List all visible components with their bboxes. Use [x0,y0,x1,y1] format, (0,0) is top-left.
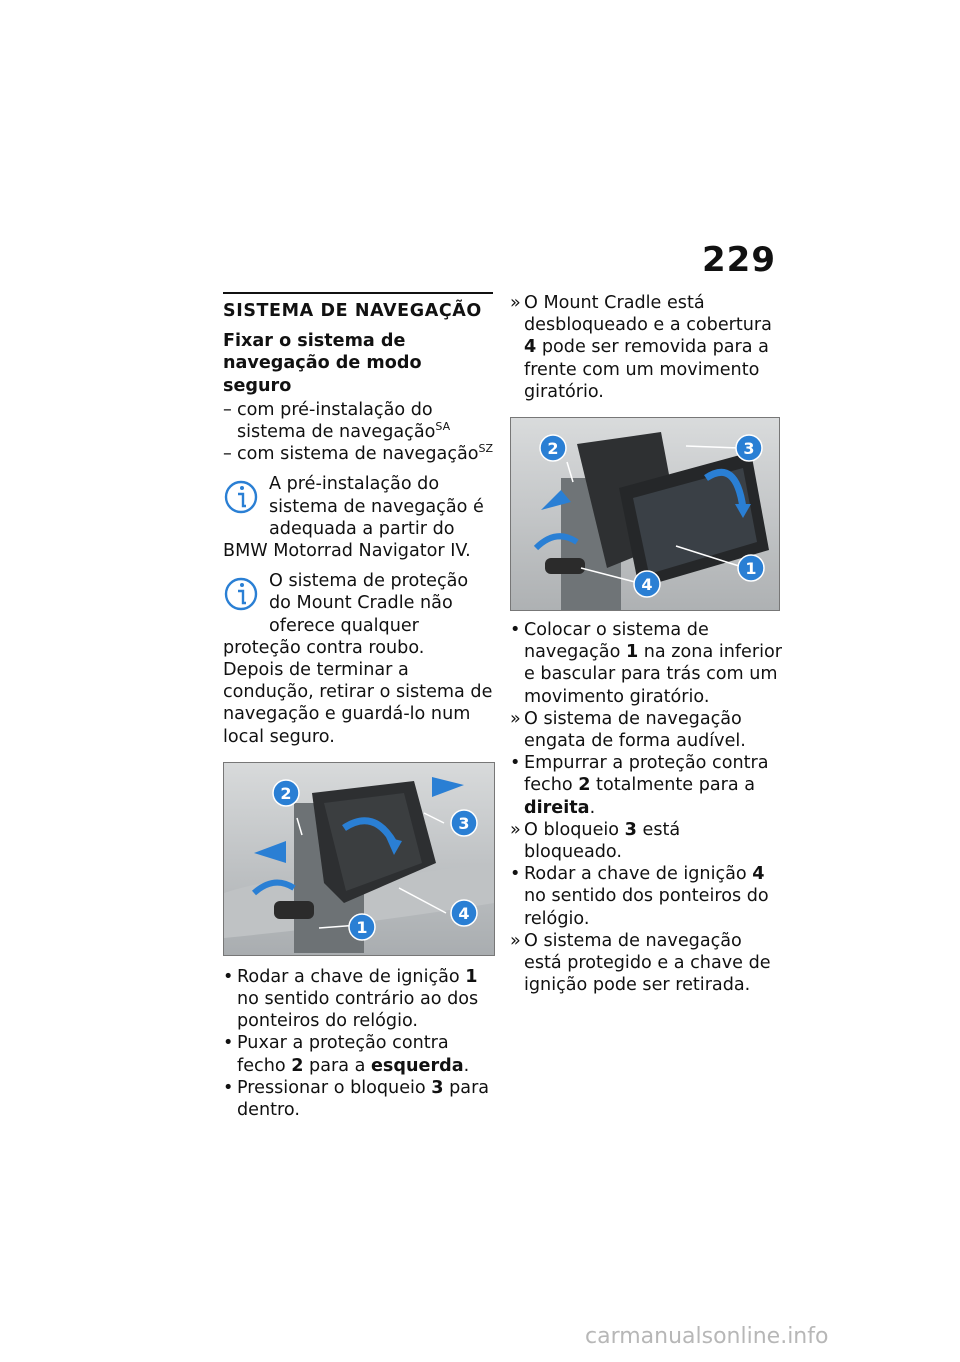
subtitle: Fixar o sistema de navegação de modo seguro [223,331,422,396]
callout-1 [349,914,375,940]
ignition-key [274,901,314,919]
note-preinstall [223,473,495,562]
callout-3 [736,435,762,461]
svg-text:4: 4 [458,903,470,923]
svg-text:1: 1 [356,917,368,937]
step-insert-navigator: • Colocar o sistema de navegação 1 na zona inferior e bascular para trás com um movimento giratório. [510,619,782,708]
page-number: 229 [702,240,776,280]
callout-3 [451,810,477,836]
result-audible-click: » O sistema de navegação engata de forma audível. [510,708,782,752]
svg-text:4: 4 [641,575,653,595]
result-cradle-unlocked: » O Mount Cradle está desbloqueado e a cobertura 4 pode ser removida para a frente com um movimento giratório. [510,292,782,403]
result-navigator-protected: » O sistema de navegação está protegido e a chave de ignição pode ser retirada. [510,930,782,997]
callout-2 [540,435,566,461]
callout-1 [738,555,764,581]
figure-insert-illustration [511,418,779,610]
note-text: O sistema de proteção do Mount Cradle não oferece qualquer proteção contra roubo. [223,571,469,658]
step-press-latch: • Pressionar o bloqueio 3 para dentro. [223,1077,495,1121]
note-text: A pré-instalação do sistema de navegação é adequada a partir do BMW Motorrad Navigator IV. [223,474,484,562]
result-latch-locked: » O bloqueio 3 está bloqueado. [510,819,782,863]
step-push-lock-right: • Empurrar a proteção contra fecho 2 totalmente para a direita. [510,752,782,819]
dash-item-navsystem [223,443,495,465]
callout-4 [634,571,660,597]
dash-item-text: com pré-instalação do sistema de navegação [237,399,436,443]
dash-item-text: com sistema de navegação [237,444,479,465]
svg-text:3: 3 [458,813,470,833]
option-code: SZ [478,442,494,456]
info-icon [223,572,263,616]
step-rotate-key-ccw: • Rodar a chave de ignição 1 no sentido contrário ao dos ponteiros do relógio. [223,966,495,1033]
option-code: SA [435,420,451,434]
callout-2 [273,780,299,806]
section-title: SISTEMA DE NAVEGAÇÃO [223,292,493,322]
info-icon [223,475,263,519]
note-theft [223,570,495,659]
ignition-key [545,558,585,574]
svg-text:2: 2 [547,439,559,459]
step-pull-lock-left: • Puxar a proteção contra fecho 2 para a esquerda. [223,1032,495,1076]
figure-insert-navigator [510,417,780,611]
svg-text:2: 2 [280,783,292,803]
figure-unlock-illustration [224,763,494,955]
left-column [223,292,495,1121]
watermark: carmanualsonline.info [585,1324,829,1349]
callout-4 [451,900,477,926]
dash-item-preinstall [223,399,495,443]
step-rotate-key-cw: • Rodar a chave de ignição 4 no sentido dos ponteiros do relógio. [510,863,782,930]
svg-text:3: 3 [743,439,755,459]
paragraph-after-riding: Depois de terminar a condução, retirar o sistema de navegação e guardá-lo num local seguro. [223,660,493,747]
figure-unlock-cradle [223,762,495,956]
right-column [510,292,782,996]
svg-text:1: 1 [745,559,757,579]
